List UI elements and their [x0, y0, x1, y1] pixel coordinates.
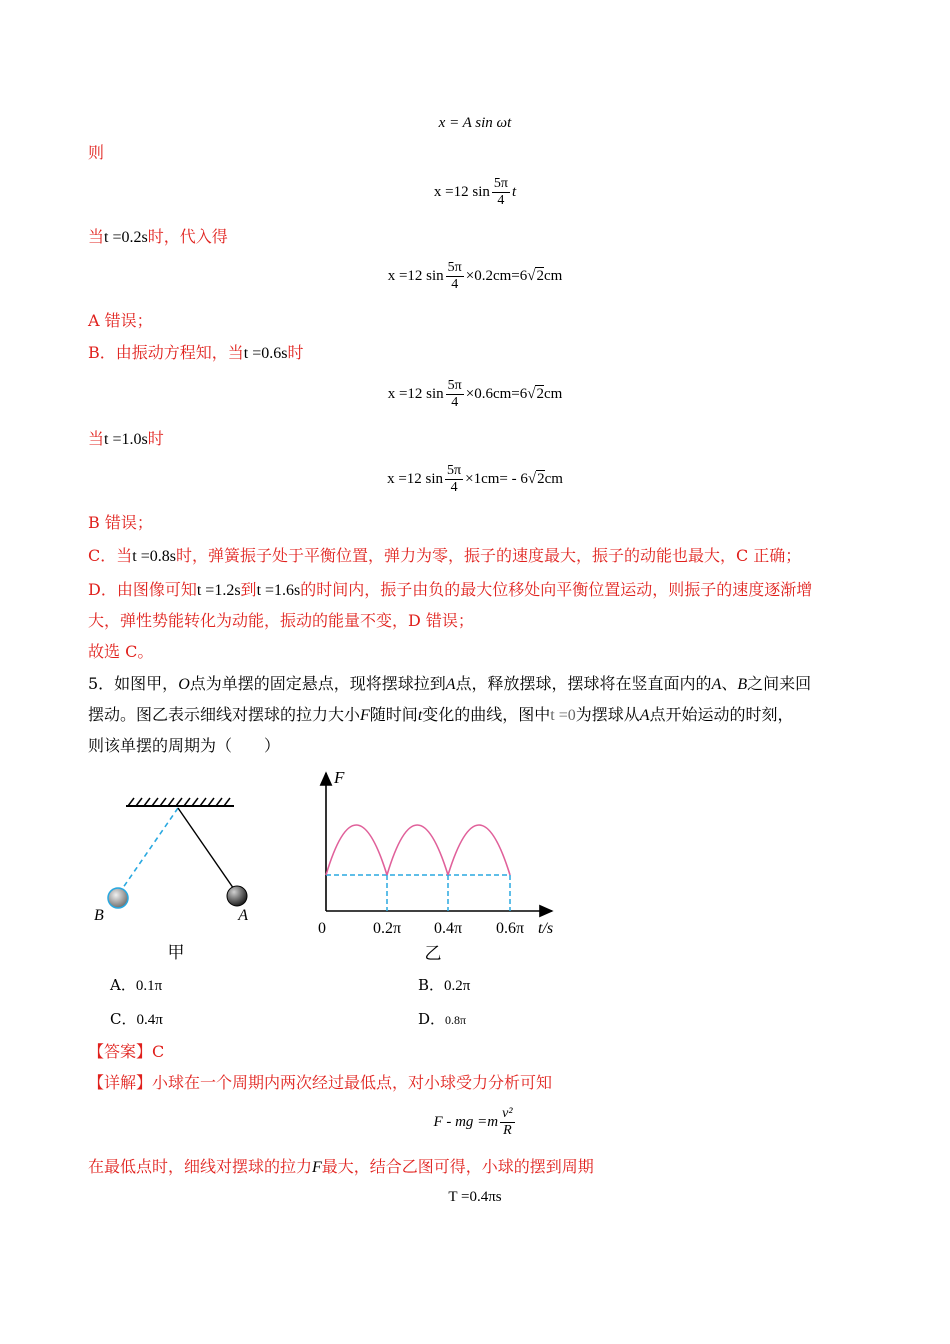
text-a-wrong: A 错误；	[88, 311, 153, 330]
q5-l2-a: 摆动。图乙表示细线对摆球的拉力大小	[88, 705, 361, 724]
eq4-frac	[446, 378, 464, 411]
ball-b	[108, 888, 128, 908]
eq2-lhs: x =12 sin	[433, 184, 490, 200]
equation-eq5	[0, 459, 950, 499]
q5-l2-t0: t =0	[550, 707, 576, 724]
eq4-unit: cm	[543, 386, 563, 402]
eq2-tail: t	[511, 184, 517, 200]
b-pre: B．由振动方程知，当	[88, 343, 244, 362]
equation-eq4	[0, 374, 950, 414]
eq3-unit: cm	[543, 268, 563, 284]
y-axis-label: F	[334, 768, 345, 787]
detail-text: 小球在一个周期内两次经过最低点，对小球受力分析可知	[152, 1073, 553, 1092]
eq5-den: 4	[450, 480, 458, 496]
text-b-line	[88, 342, 303, 365]
low-b: 最大，结合乙图可得，小球的摆到周期	[321, 1157, 594, 1176]
eq5-sqrt-sign: √	[527, 471, 537, 487]
text-b-wrong: B 错误；	[88, 513, 153, 532]
q5-l1-A2: A	[711, 676, 722, 693]
q5-l1-A1: A	[445, 676, 456, 693]
d-math1: t =1.2s	[196, 582, 241, 599]
b-math: t =0.6s	[243, 345, 288, 362]
answer-line: 【答案】C	[88, 1042, 165, 1061]
eq4-lhs: x =12 sin	[387, 386, 444, 402]
text-t10	[88, 428, 164, 451]
c-post: 时，弹簧振子处于平衡位置，弹力为零，振子的速度最大，振子的动能也最大，C 正确；	[175, 546, 802, 565]
q5-l1-o: O	[178, 676, 190, 693]
equation-eq3	[0, 256, 950, 296]
t02-math: t =0.2s	[104, 229, 148, 246]
eq6-num: v²	[502, 1106, 513, 1122]
option-b-letter: B．	[418, 976, 445, 994]
equation-force	[0, 1102, 950, 1142]
eq3-lhs: x =12 sin	[387, 268, 444, 284]
q5-l1-d: 、	[721, 674, 738, 693]
eq3-frac	[446, 260, 464, 293]
option-b-value: 0.2π	[444, 978, 471, 994]
q5-line2	[88, 704, 794, 727]
option-b[interactable]	[418, 974, 470, 997]
t10-post: 时	[147, 429, 164, 448]
q5-l2-e: 点开始运动的时刻，	[649, 705, 794, 724]
eq4-mid: ×0.6cm=6	[465, 386, 528, 402]
t10-pre: 当	[88, 429, 105, 448]
eq4-root: 2	[536, 386, 544, 402]
text-choose-c: 故选 C。	[88, 642, 154, 661]
d-math2: t =1.6s	[256, 582, 301, 599]
figure-jia-pendulum	[88, 790, 248, 965]
force-arch-1	[326, 825, 387, 875]
eq4-den: 4	[451, 395, 459, 411]
q5-l2-A: A	[639, 707, 650, 724]
option-a[interactable]	[110, 974, 162, 997]
q5-l1-e: 之间来回	[747, 674, 812, 693]
b-post: 时	[287, 343, 304, 362]
eq3-mid: ×0.2cm=6	[465, 268, 528, 284]
option-d-value: 0.8π	[445, 1013, 467, 1027]
q5-l1-a: 5．如图甲，	[88, 674, 179, 693]
caption-yi: 乙	[424, 944, 442, 963]
tick-0: 0	[318, 920, 326, 937]
t10-math: t =1.0s	[104, 431, 148, 448]
figure-yi-graph	[300, 765, 570, 965]
q5-l2-b: 随时间	[369, 705, 418, 724]
eq5-num: 5π	[447, 463, 462, 479]
force-arch-3	[448, 825, 510, 875]
ceiling-hatch	[128, 798, 230, 806]
option-a-letter: A．	[110, 976, 136, 994]
q5-line1	[88, 673, 811, 696]
low-F: F	[312, 1159, 322, 1176]
option-a-value: 0.1π	[135, 978, 163, 994]
eq3-root: 2	[536, 268, 544, 284]
ball-a	[227, 886, 247, 906]
eq6-frac	[500, 1106, 514, 1139]
q5-l2-d: 为摆球从	[575, 705, 640, 724]
q5-l2-F: F	[360, 707, 370, 724]
equation-x-12sin	[0, 172, 950, 212]
detail-line	[88, 1072, 552, 1094]
equation-period: T =0.4πs	[448, 1189, 502, 1205]
q5-l2-c: 变化的曲线，图中	[422, 705, 551, 724]
eq2-num: 5π	[493, 176, 508, 192]
tick-3: 0.6π	[495, 920, 525, 937]
x-axis-label: t/s	[538, 920, 554, 937]
string-solid-a	[178, 808, 236, 892]
d-mid: 到	[240, 580, 257, 599]
q5-line3: 则该单摆的周期为（ ）	[88, 736, 281, 755]
q5-l1-B: B	[737, 676, 748, 693]
eq5-unit: cm	[544, 471, 563, 487]
text-c-line	[88, 545, 801, 568]
tick-1: 0.2π	[372, 920, 402, 937]
text-ze: 则	[88, 143, 105, 162]
force-arch-2	[387, 825, 448, 875]
c-pre: C．当	[88, 546, 133, 565]
option-d-letter: D．	[418, 1010, 446, 1028]
eq3-den: 4	[451, 277, 459, 293]
eq6-lhs: F - mg =m	[433, 1114, 499, 1130]
option-c-letter: C．	[110, 1010, 137, 1028]
eq4-sqrt-sign: √	[527, 386, 536, 402]
low-a: 在最低点时，细线对摆球的拉力	[88, 1157, 313, 1176]
eq6-den: R	[503, 1123, 512, 1139]
q5-l1-b: 点为单摆的固定悬点，现将摆球拉到	[189, 674, 446, 693]
d-post: 的时间内，振子由负的最大位移处向平衡位置运动，则振子的速度逐渐增	[300, 580, 813, 599]
tick-2: 0.4π	[433, 920, 463, 937]
t02-pre: 当	[88, 227, 105, 246]
q5-l2-t: t	[417, 707, 423, 724]
detail-tag: 【详解】	[88, 1073, 153, 1092]
option-c[interactable]	[110, 1008, 163, 1031]
eq5-mid: ×1cm= - 6	[465, 471, 528, 487]
t02-post: 时，代入得	[147, 227, 228, 246]
option-d[interactable]	[418, 1008, 466, 1031]
string-dashed-b	[118, 808, 178, 895]
eq3-sqrt-sign: √	[527, 268, 536, 284]
eq5-frac	[445, 463, 463, 496]
label-a: A	[238, 907, 248, 924]
label-b: B	[94, 907, 104, 924]
eq3-num: 5π	[447, 260, 462, 276]
c-math: t =0.8s	[132, 548, 176, 565]
equation-x-asinwt: x = A sin ωt	[438, 115, 512, 131]
eq2-frac	[492, 176, 510, 209]
text-d-line2: 大，弹性势能转化为动能，振动的能量不变，D 错误；	[88, 611, 474, 630]
eq4-num: 5π	[447, 378, 462, 394]
d-pre: D．由图像可知	[88, 580, 197, 599]
lowest-point-line	[88, 1156, 594, 1179]
text-d-line1	[88, 579, 812, 602]
eq5-root: 2	[537, 471, 545, 487]
option-c-value: 0.4π	[136, 1012, 163, 1028]
text-t02	[88, 226, 228, 249]
eq5-lhs: x =12 sin	[387, 471, 444, 487]
q5-l1-c: 点，释放摆球，摆球将在竖直面内的	[455, 674, 712, 693]
caption-jia: 甲	[167, 943, 185, 962]
eq2-den: 4	[497, 193, 505, 209]
